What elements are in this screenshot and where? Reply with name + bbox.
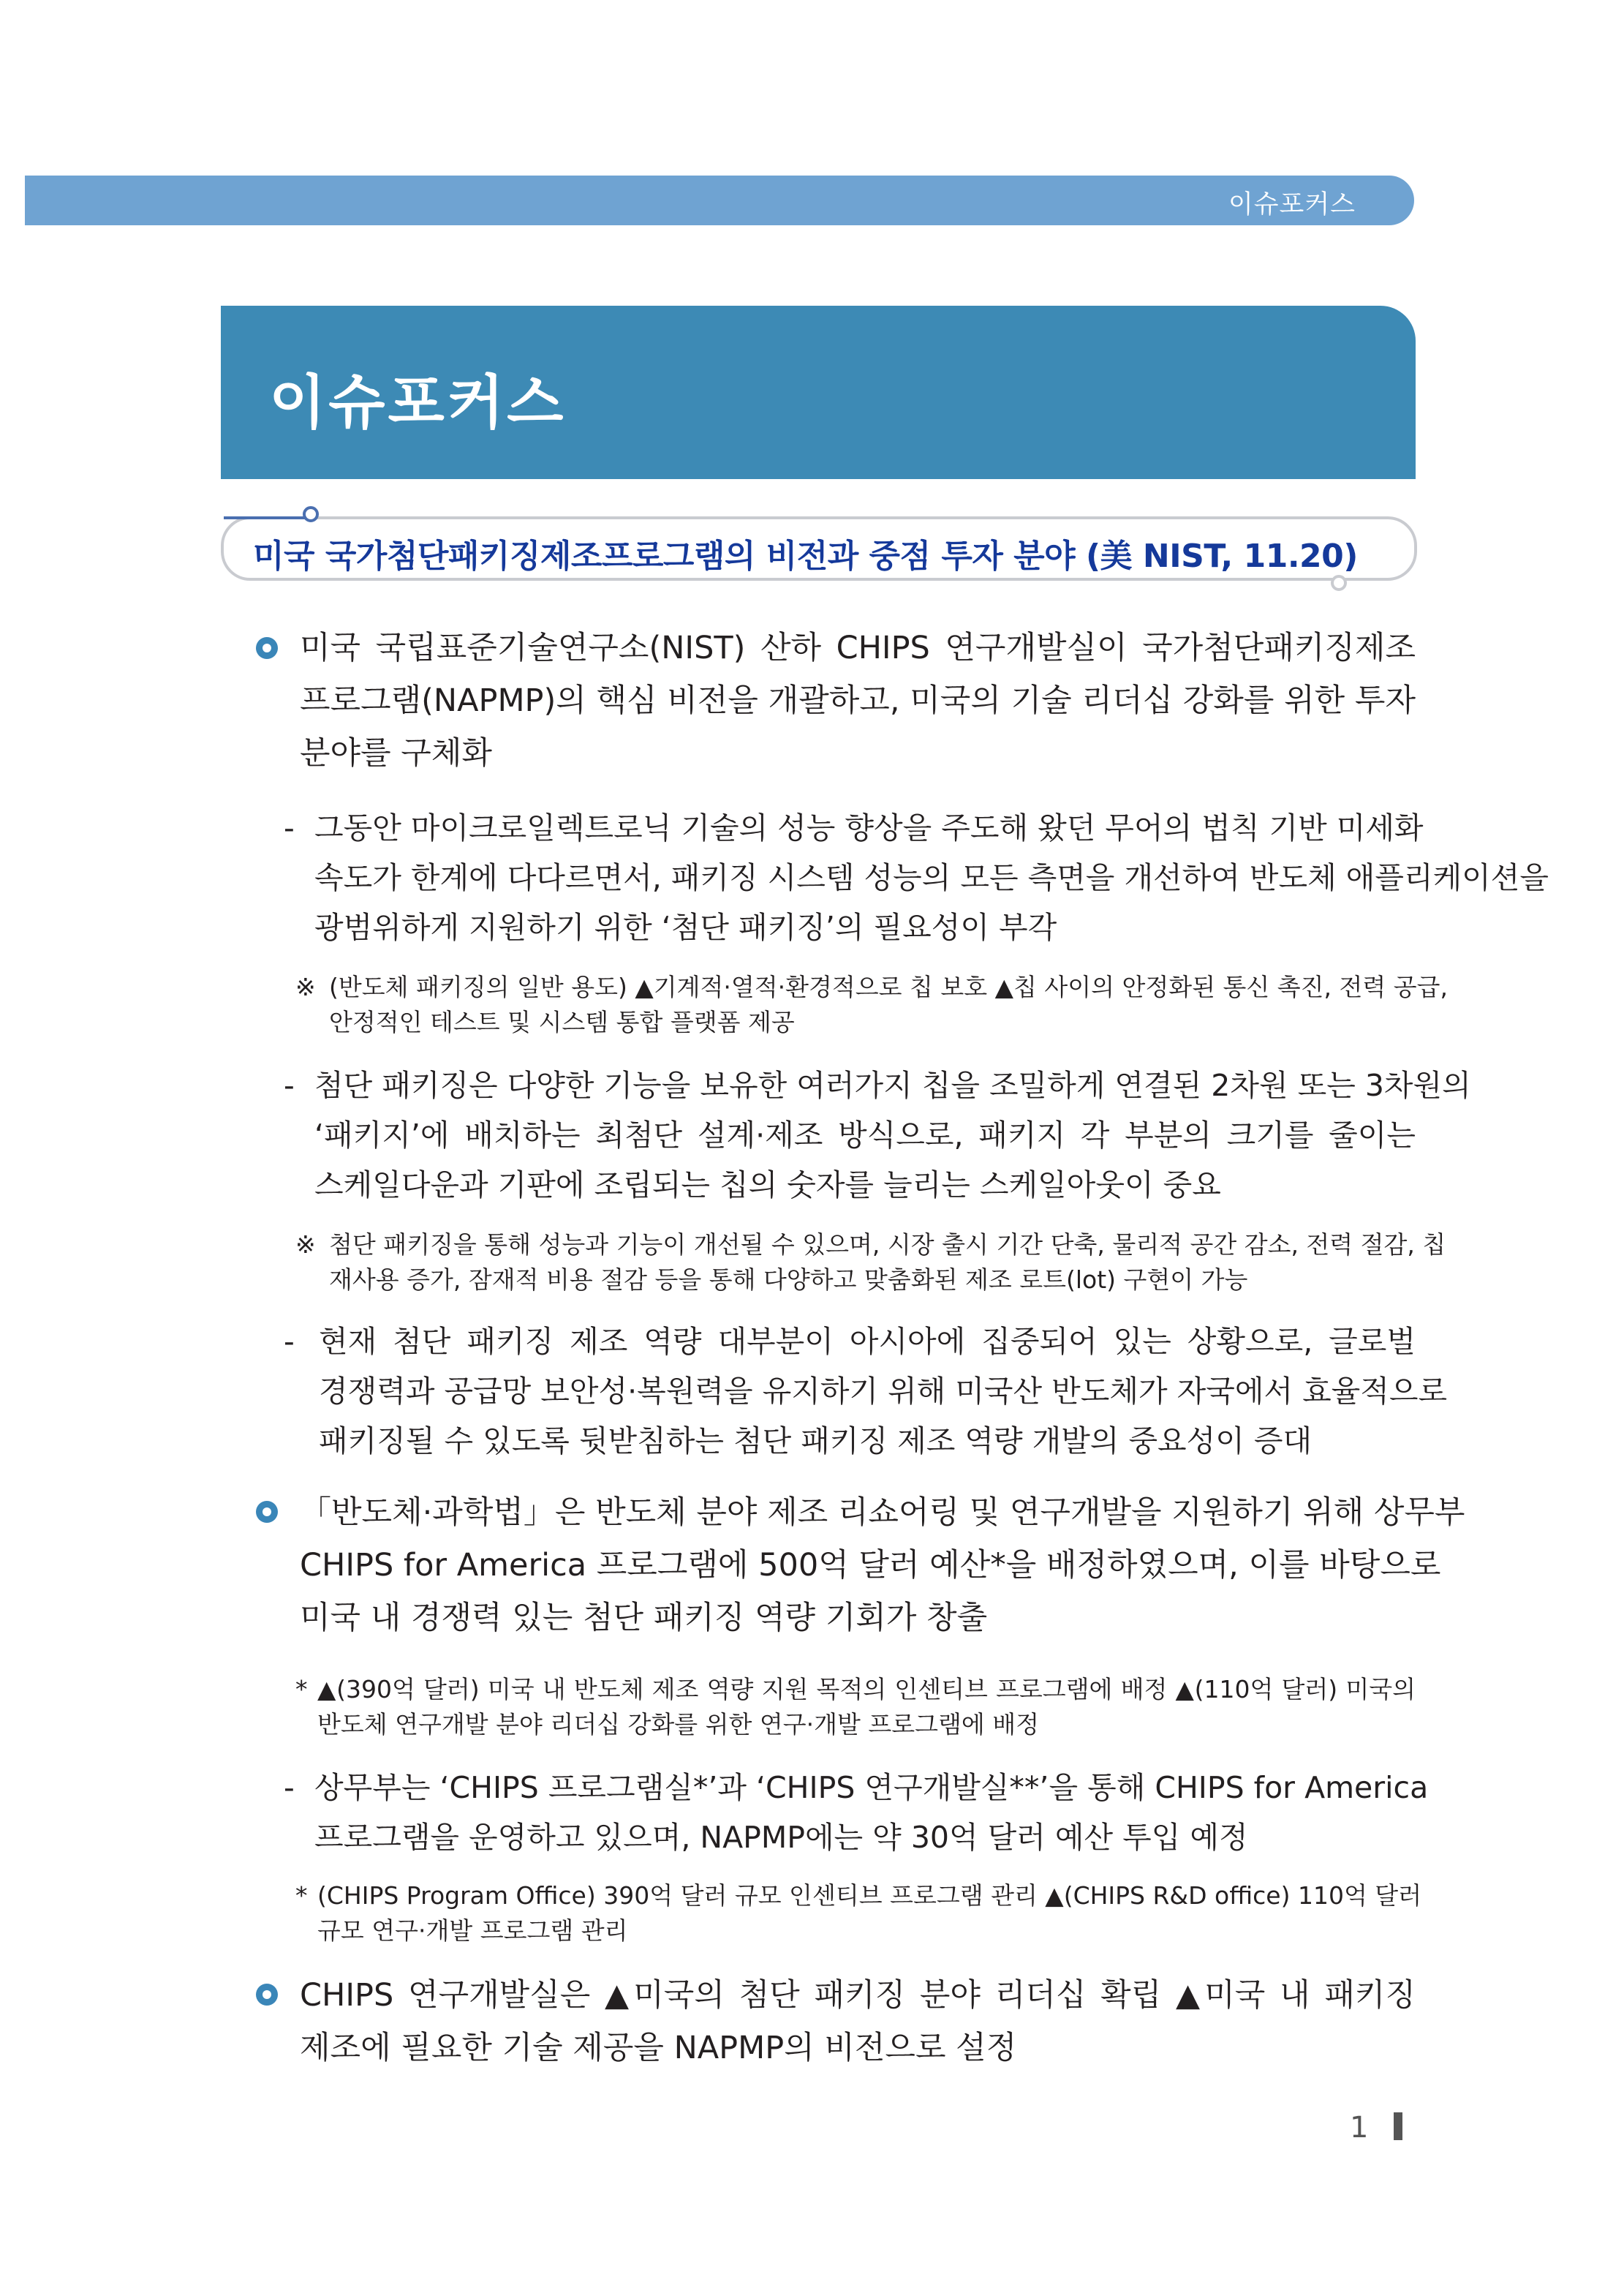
- text-line: 분야를 구체화: [300, 735, 492, 772]
- page-title: 이슈포커스: [269, 369, 567, 437]
- title-box: [221, 306, 1416, 479]
- bullet-icon: [256, 1501, 278, 1523]
- note-marker: *: [295, 1675, 308, 1703]
- dash-marker: -: [284, 1324, 295, 1359]
- note-paragraph: [317, 1878, 1422, 1949]
- text-line: 현재 첨단 패키징 제조 역량 대부분이 아시아에 집중되어 있는 상황으로, 글로벌: [319, 1324, 1416, 1359]
- text-line: 제조에 필요한 기술 제공을 NAPMP의 비전으로 설정: [300, 2030, 1017, 2066]
- dash-paragraph: [314, 803, 1549, 952]
- text-line: 미국 내 경쟁력 있는 첨단 패키징 역량 기회가 창출: [300, 1600, 988, 1636]
- note-marker: ※: [295, 1230, 316, 1259]
- section-header-band: [25, 176, 1414, 225]
- text-line: CHIPS for America 프로그램에 500억 달러 예산*을 배정하였으며, 이를 바탕으로: [300, 1547, 1441, 1584]
- text-line: 속도가 한계에 다다르면서, 패키징 시스템 성능의 모든 측면을 개선하여 반도체 애플리케이션을: [314, 860, 1549, 895]
- frame-decoration-knob: [1331, 575, 1347, 591]
- text-line: 안정적인 테스트 및 시스템 통합 플랫폼 제공: [329, 1008, 795, 1036]
- note-marker: ※: [295, 973, 316, 1001]
- text-line: 첨단 패키징은 다양한 기능을 보유한 여러가지 칩을 조밀하게 연결된 2차원 또는 3차원의: [314, 1068, 1471, 1103]
- dash-paragraph: [314, 1763, 1429, 1862]
- text-line: 「반도체·과학법」은 반도체 분야 제조 리쇼어링 및 연구개발을 지원하기 위해 상무부: [300, 1494, 1465, 1531]
- page-number-bar: [1394, 2112, 1402, 2140]
- dash-paragraph: [314, 1061, 1471, 1210]
- text-line: 프로그램(NAPMP)의 핵심 비전을 개괄하고, 미국의 기술 리더십 강화를 위한 투자: [300, 682, 1416, 719]
- article-headline: 미국 국가첨단패키징제조프로그램의 비전과 중점 투자 분야 (美 NIST, 11.20): [253, 538, 1358, 575]
- text-line: 패키징될 수 있도록 뒷받침하는 첨단 패키징 제조 역량 개발의 중요성이 증대: [319, 1423, 1313, 1458]
- text-line: (CHIPS Program Office) 390억 달러 규모 인센티브 프로그램 관리 ▲(CHIPS R&D office) 110억 달러: [317, 1881, 1422, 1910]
- text-line: (반도체 패키징의 일반 용도) ▲기계적·열적·환경적으로 칩 보호 ▲칩 사이의 안정화된 통신 촉진, 전력 공급,: [329, 973, 1448, 1001]
- text-line: 재사용 증가, 잠재적 비용 절감 등을 통해 다양하고 맞춤화된 제조 로트(lot) 구현이 가능: [329, 1265, 1248, 1294]
- text-line: 광범위하게 지원하기 위한 ‘첨단 패키징’의 필요성이 부각: [314, 910, 1057, 945]
- note-paragraph: [329, 970, 1448, 1040]
- note-marker: *: [295, 1881, 308, 1910]
- text-line: 상무부는 ‘CHIPS 프로그램실*’과 ‘CHIPS 연구개발실**’을 통해 CHIPS for America: [314, 1770, 1429, 1805]
- dash-marker: -: [284, 1068, 295, 1103]
- text-line: 프로그램을 운영하고 있으며, NAPMP에는 약 30억 달러 예산 투입 예정: [314, 1820, 1248, 1855]
- text-line: ▲(390억 달러) 미국 내 반도체 제조 역량 지원 목적의 인센티브 프로그램에 배정 ▲(110억 달러) 미국의: [317, 1675, 1416, 1703]
- page-number: 1: [1350, 2111, 1369, 2145]
- dash-marker: -: [284, 810, 295, 846]
- text-line: 미국 국립표준기술연구소(NIST) 산하 CHIPS 연구개발실이 국가첨단패키징제조: [300, 630, 1416, 666]
- bullet-icon: [256, 637, 278, 659]
- bullet-paragraph: [300, 1969, 1416, 2074]
- dash-marker: -: [284, 1770, 295, 1805]
- frame-decoration-line: [224, 516, 310, 519]
- text-line: 경쟁력과 공급망 보안성·복원력을 유지하기 위해 미국산 반도체가 자국에서 효율적으로: [319, 1374, 1448, 1409]
- text-line: 반도체 연구개발 분야 리더십 강화를 위한 연구·개발 프로그램에 배정: [317, 1710, 1039, 1739]
- bullet-paragraph: [300, 1486, 1465, 1644]
- text-line: 그동안 마이크로일렉트로닉 기술의 성능 향상을 주도해 왔던 무어의 법칙 기반 미세화: [314, 810, 1424, 846]
- text-line: CHIPS 연구개발실은 ▲미국의 첨단 패키징 분야 리더십 확립 ▲미국 내 패키징: [300, 1977, 1416, 2014]
- bullet-paragraph: [300, 622, 1416, 780]
- section-tag: 이슈포커스: [1228, 190, 1356, 219]
- frame-decoration-knob: [303, 506, 319, 522]
- text-line: 첨단 패키징을 통해 성능과 기능이 개선될 수 있으며, 시장 출시 기간 단축, 물리적 공간 감소, 전력 절감, 칩: [329, 1230, 1446, 1259]
- text-line: 규모 연구·개발 프로그램 관리: [317, 1916, 628, 1945]
- note-paragraph: [329, 1227, 1446, 1298]
- dash-paragraph: [319, 1317, 1448, 1466]
- text-line: 스케일다운과 기판에 조립되는 칩의 숫자를 늘리는 스케일아웃이 중요: [314, 1167, 1221, 1202]
- text-line: ‘패키지’에 배치하는 최첨단 설계·제조 방식으로, 패키지 각 부분의 크기를 줄이는: [314, 1118, 1416, 1153]
- bullet-icon: [256, 1984, 278, 2006]
- note-paragraph: [317, 1672, 1416, 1742]
- headline-frame: [221, 516, 1417, 581]
